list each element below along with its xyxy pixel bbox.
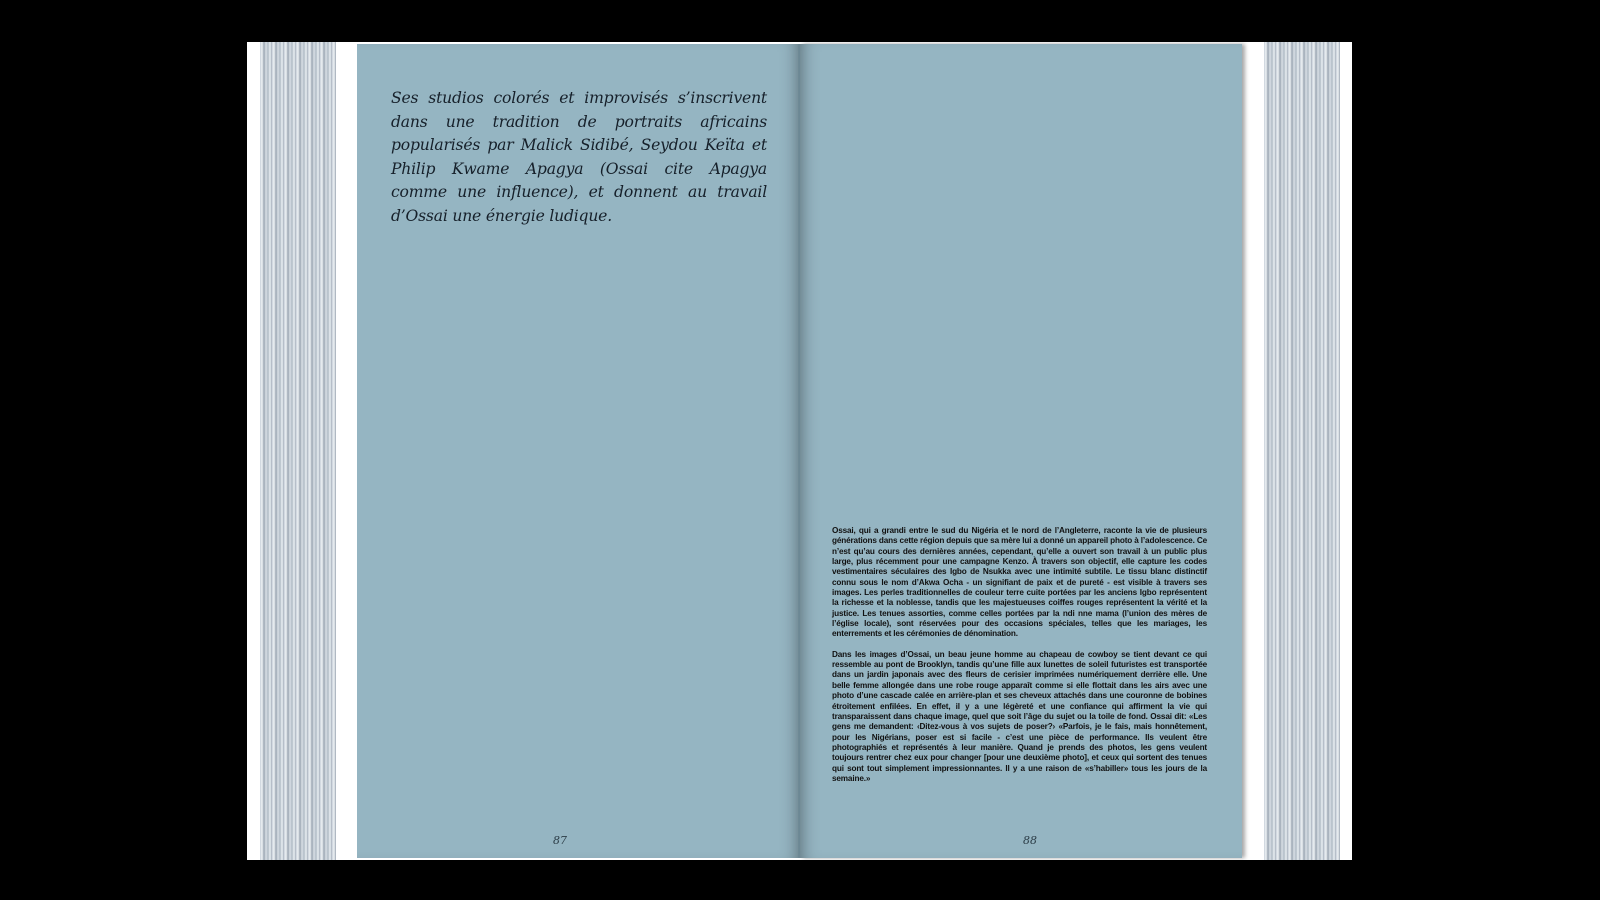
body-paragraph-2: Dans les images d’Ossai, un beau jeune homme au chapeau de cowboy se tient devant ce qui ressemble au pont de Brooklyn, tandis qu’une fille aux lunettes de soleil futuristes est transportée dans un jardin japonais avec des fleurs de cerisier imprimées numériquement derrière elle. Une belle femme allongée dans une robe rouge apparaît comme si elle flottait dans les airs avec une photo d’une cascade calée en arrière-plan et ses cheveux attachés dans une couronne de bobines étroitement enfilées. En effet, il y a une légèreté et une confiance qui affirment la vie qui transparaissent dans chaque image, quel que soit l’âge du sujet ou la toile de fond. Ossai dit: «Les gens me demandent: ‹Ditez-vous à vos sujets de poser?› «Parfois, je le fais, mais honnêtement, pour les Nigérians, poser est si facile - c’est une pièce de performance. Ils veulent être photographiés et représentés à leur manière. Quand je prends des photos, les gens veulent toujours rentrer chez eux pour changer [pour une deuxième photo], et ceux qui sortent des tenues qui sont tout simplement impressionnantes. Il y a une raison de «s’habiller» tous les jours de la semaine.» — [832, 649, 1207, 783]
left-page — [357, 44, 799, 858]
page-number-left: 87 — [553, 834, 567, 847]
page-stack-right — [1264, 42, 1340, 860]
pull-quote: Ses studios colorés et improvisés s’inscrivent dans une tradition de portraits africains popularisés par Malick Sidibé, Seydou Keïta et Philip Kwame Apagya (Ossai cite Apagya comme une influence), et donnent au travail d’Ossai une énergie ludique. — [391, 89, 767, 225]
page-stack-left — [260, 42, 336, 860]
page-number-right: 88 — [1023, 834, 1037, 847]
right-page — [800, 44, 1242, 858]
body-paragraph-1: Ossai, qui a grandi entre le sud du Nigéria et le nord de l’Angleterre, raconte la vie de plusieurs générations dans cette région depuis que sa mère lui a donné un appareil photo à l’adolescence. Ce n’est qu’au cours des dernières années, cependant, qu’elle a ouvert son travail à un public plus large, plus récemment pour une campagne Kenzo. À travers son objectif, elle capture les codes vestimentaires séculaires des Igbo de Nsukka avec une intimité subtile. Le tissu blanc distinctif connu sous le nom d’Akwa Ocha - un signifiant de paix et de pureté - est visible à travers ses images. Les perles traditionnelles de couleur terre cuite portées par les anciens Igbo représentent la richesse et la noblesse, tandis que les majestueuses coiffes rouges représentent la vérité et la justice. Les tenues assorties, comme celles portées par la ndi nne mama (l’union des mères de l’église locale), sont réservées pour des occasions spéciales, telles que les mariages, les enterrements et les cérémonies de dénomination. — [832, 526, 1207, 639]
body-text-block — [832, 526, 1207, 794]
book-spread — [247, 42, 1352, 860]
